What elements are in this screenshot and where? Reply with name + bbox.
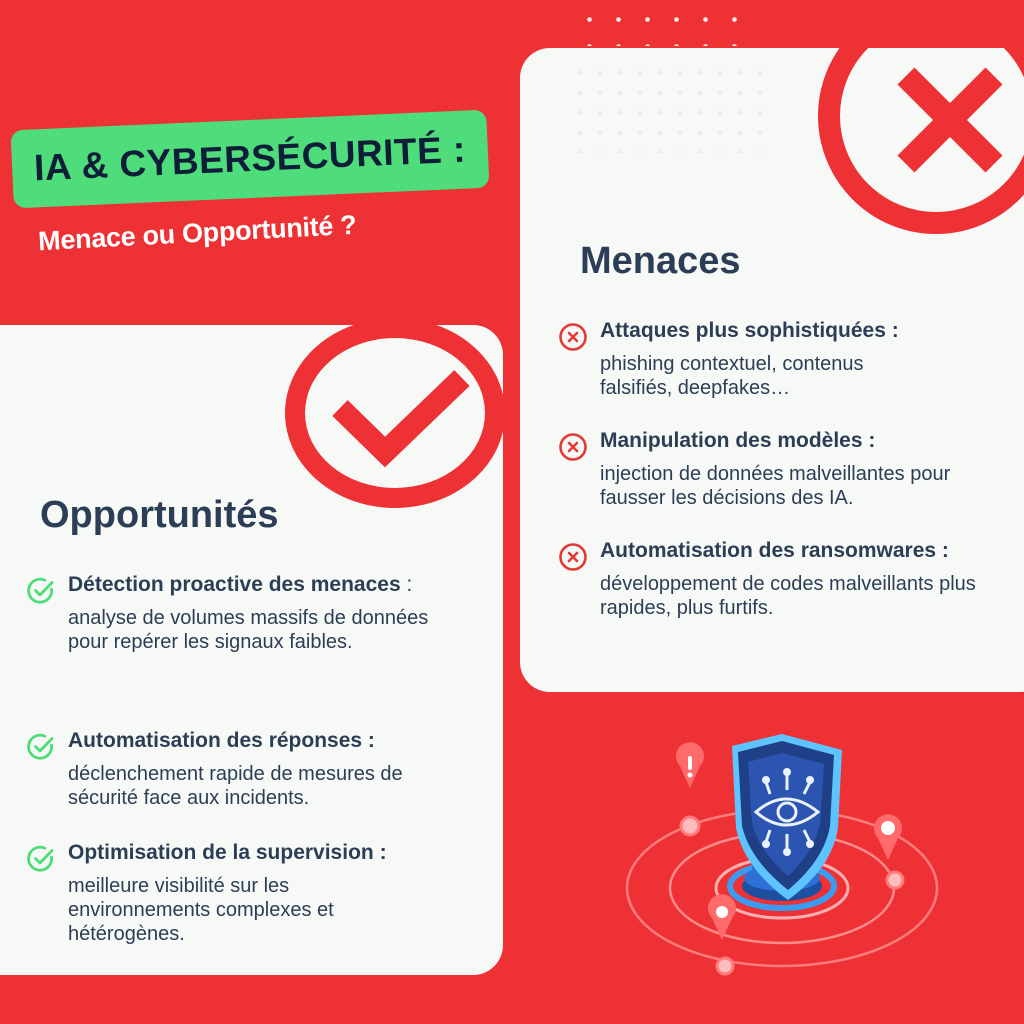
threat-item-title: Attaques plus sophistiquées :: [600, 319, 899, 342]
threat-item-desc: injection de données malveillantes pour fausser les décisions des IA.: [600, 463, 951, 509]
threats-heading: Menaces: [580, 240, 741, 282]
page-title: IA & CYBERSÉCURITÉ :: [33, 128, 467, 189]
threat-item: [558, 318, 1008, 400]
opportunity-item: [26, 728, 486, 810]
opportunities-heading: Opportunités: [40, 494, 279, 536]
opportunity-item-desc: déclenchement rapide de mesures de sécurité face aux incidents.: [68, 763, 403, 809]
x-circle-icon: [558, 542, 588, 572]
opportunity-item-desc: analyse de volumes massifs de données pour repérer les signaux faibles.: [68, 607, 429, 653]
opportunity-item-desc: meilleure visibilité sur les environnements complexes et hétérogènes.: [68, 875, 334, 945]
threat-item-desc: développement de codes malveillants plus rapides, plus furtifs.: [600, 573, 976, 619]
opportunity-item-title: Optimisation de la supervision :: [68, 841, 387, 864]
check-circle-icon: [26, 732, 56, 762]
opportunity-item: [26, 840, 486, 946]
opportunity-item-title: Détection proactive des menaces: [68, 573, 401, 596]
opportunity-item-separator: :: [400, 573, 413, 596]
x-circle-icon: [558, 432, 588, 462]
threat-item: [558, 538, 1018, 620]
shield-eye-icon: [620, 728, 945, 998]
page-subtitle: Menace ou Opportunité ?: [37, 209, 358, 257]
threat-item-desc: phishing contextuel, contenus falsifiés, deepfakes…: [600, 353, 864, 399]
title-badge: [11, 110, 490, 209]
check-circle-icon: [26, 576, 56, 606]
opportunity-item: [26, 572, 486, 654]
faint-dots: [570, 63, 770, 153]
decorative-dots: [575, 6, 750, 46]
threat-item-title: Automatisation des ransomwares :: [600, 539, 949, 562]
opportunity-item-title: Automatisation des réponses :: [68, 729, 375, 752]
x-circle-icon: [558, 322, 588, 352]
threat-item-title: Manipulation des modèles :: [600, 429, 876, 452]
big-check-icon: [330, 370, 470, 470]
big-x-icon: [890, 60, 1010, 180]
threat-item: [558, 428, 1008, 510]
check-circle-icon: [26, 844, 56, 874]
